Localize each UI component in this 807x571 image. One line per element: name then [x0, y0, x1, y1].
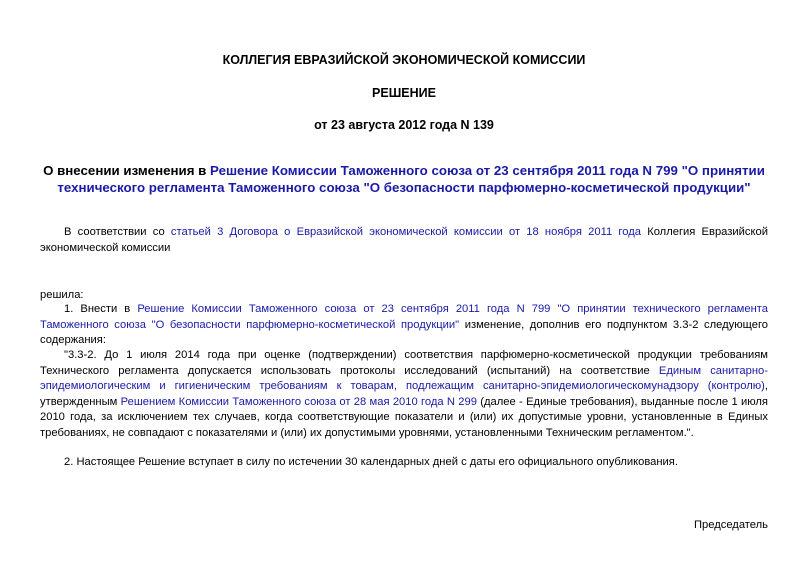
clause-2-paragraph: 2. Настоящее Решение вступает в силу по истечении 30 календарных дней с даты его официального опубликования.: [64, 456, 678, 468]
clause-1-text-after: изменение, дополнив его подпунктом 3.3-2 следующего содержания:: [40, 318, 768, 346]
subclause-text-after: (далее - Единые требования), выданные после 1 июля 2010 года, за исключением тех случаев, когда соответствующие показатели и (или) их допустимые уровни, установленные в Единых требованиях, не совпадают с показателями и (или) их допустимыми уровнями, установленными Техническим регламентом.".: [40, 395, 768, 439]
preamble-text-before: В соответствии со: [64, 226, 171, 238]
resolved-label: решила:: [40, 289, 84, 301]
preamble-paragraph: [40, 225, 768, 256]
subclause-text-middle: , утвержденным: [40, 380, 768, 408]
clause-1-text-before: 1. Внести в: [64, 303, 138, 315]
document-title: [40, 162, 768, 196]
document-title-prefix: О внесении изменения в: [43, 163, 211, 178]
document-date-heading: от 23 августа 2012 года N 139: [314, 118, 494, 132]
subclause-3-3-2-paragraph: [40, 348, 768, 441]
decision-799-link[interactable]: Решение Комиссии Таможенного союза от 23 сентября 2011 года N 799 "О принятии технического регламента Таможенного союза "О безопасности парфюмерно-косметической продукции": [40, 303, 768, 331]
organization-heading: КОЛЛЕГИЯ ЕВРАЗИЙСКОЙ ЭКОНОМИЧЕСКОЙ КОМИССИИ: [222, 53, 586, 67]
document-page: [40, 0, 768, 571]
treaty-article-link[interactable]: статьей 3 Договора о Евразийской экономической комиссии от 18 ноября 2011 года: [170, 226, 641, 238]
subclause-text-before: "3.3-2. До 1 июля 2014 года при оценке (подтверждении) соответствия парфюмерно-косметической продукции требованиям Технического регламента допускается использовать протоколы исследований (испытаний) на соответствие: [40, 349, 768, 377]
unified-requirements-link[interactable]: Единым санитарно-эпидемиологическим и гигиеническим требованиям к товарам, подлежащим санитарно-эпидемиологическомунадзору (контролю): [40, 364, 768, 392]
preamble-text-after: Коллегия Евразийской экономической комиссии: [40, 226, 768, 254]
decision-299-link[interactable]: Решением Комиссии Таможенного союза от 28 мая 2010 года N 299: [120, 395, 477, 408]
signer-title: Председатель: [693, 519, 768, 531]
document-title-link[interactable]: Решение Комиссии Таможенного союза от 23 сентября 2011 года N 799 "О принятии технического регламента Таможенного союза "О безопасности парфюмерно-косметической продукции": [57, 163, 765, 195]
document-type-heading: РЕШЕНИЕ: [372, 86, 436, 100]
clause-1-paragraph: [40, 302, 768, 349]
